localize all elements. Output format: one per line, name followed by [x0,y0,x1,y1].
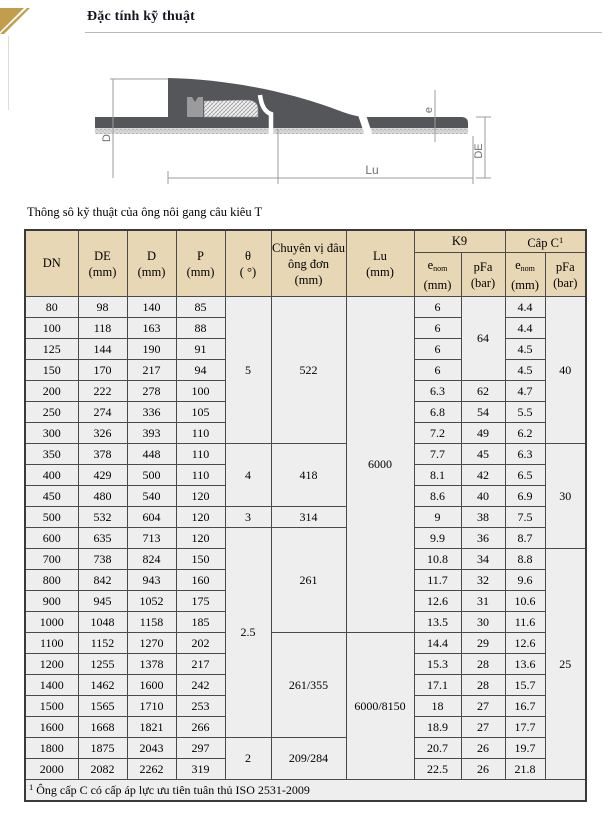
cell-p: 88 [176,318,225,339]
cell-d: 824 [127,549,176,570]
cell-enom-k9: 6.3 [414,381,461,402]
table-footnote: $^1$ Ông cấp C có cấp áp lực ưu tiên tuân thủ ISO 2531-2009 [25,780,586,802]
cell-de: 326 [78,423,127,444]
cell-p: 100 [176,381,225,402]
cell-p: 150 [176,549,225,570]
cell-dn: 350 [25,444,78,465]
cell-de: 842 [78,570,127,591]
cell-enom-c: 11.6 [505,612,545,633]
cell-p: 120 [176,507,225,528]
cell-dn: 400 [25,465,78,486]
cell-pfa-k9: 64 [461,297,505,381]
cell-p: 202 [176,633,225,654]
cell-theta: 2 [225,738,271,780]
cell-theta: 5 [225,297,271,444]
group-header-cap-c: Câp $C^1$ [505,230,586,253]
cell-enom-c: 16.7 [505,696,545,717]
cell-pfa-k9: 32 [461,570,505,591]
cell-enom-k9: 6 [414,339,461,360]
col-header-de: DE (mm) [78,230,127,297]
cell-pfa-k9: 49 [461,423,505,444]
cell-p: 160 [176,570,225,591]
cell-d: 1378 [127,654,176,675]
cell-dn: 1500 [25,696,78,717]
cell-d: 943 [127,570,176,591]
dimension-label-e: e [423,106,435,114]
cell-enom-k9: 15.3 [414,654,461,675]
cell-enom-c: 9.6 [505,570,545,591]
cell-enom-k9: 22.5 [414,759,461,780]
cell-d: 1158 [127,612,176,633]
cell-enom-c: 6.5 [505,465,545,486]
cell-enom-k9: 9 [414,507,461,528]
cell-enom-c: 8.8 [505,549,545,570]
cell-d: 604 [127,507,176,528]
cell-theta: 2.5 [225,528,271,738]
cell-pfa-k9: 54 [461,402,505,423]
table-row [25,297,586,318]
dimension-label-d: D [101,134,113,142]
cell-de: 2082 [78,759,127,780]
cell-p: 297 [176,738,225,759]
dimension-label-lu: Lu [365,163,379,177]
gasket [204,100,258,117]
cell-de: 118 [78,318,127,339]
cell-de: 480 [78,486,127,507]
cell-p: 175 [176,591,225,612]
cell-pfa-k9: 28 [461,675,505,696]
cell-enom-k9: 18 [414,696,461,717]
cell-dn: 1100 [25,633,78,654]
cell-enom-c: 4.5 [505,360,545,381]
cell-enom-k9: 7.2 [414,423,461,444]
cell-enom-k9: 7.7 [414,444,461,465]
col-header-theta: θ ( °) [225,230,271,297]
cell-dn: 1200 [25,654,78,675]
cell-enom-k9: 6.8 [414,402,461,423]
cell-d: 713 [127,528,176,549]
cell-d: 500 [127,465,176,486]
cell-lu: 6000/8150 [346,633,414,780]
cell-pfa-c: 25 [545,549,586,780]
cell-pfa-k9: 27 [461,696,505,717]
table-row [25,507,586,528]
cell-de: 1668 [78,717,127,738]
cell-pfa-k9: 28 [461,654,505,675]
cell-de: 945 [78,591,127,612]
cell-displacement: 522 [271,297,346,444]
cell-dn: 450 [25,486,78,507]
group-header-k9: K9 [414,230,505,253]
cell-de: 1255 [78,654,127,675]
spec-table-body [25,297,586,780]
cell-theta: 3 [225,507,271,528]
cell-p: 319 [176,759,225,780]
cell-displacement: 261 [271,528,346,633]
cell-pfa-k9: 26 [461,738,505,759]
cell-dn: 250 [25,402,78,423]
cell-de: 429 [78,465,127,486]
cell-p: 91 [176,339,225,360]
cell-dn: 125 [25,339,78,360]
cell-dn: 1400 [25,675,78,696]
cell-dn: 1000 [25,612,78,633]
cell-d: 1710 [127,696,176,717]
cell-p: 94 [176,360,225,381]
cell-enom-k9: 18.9 [414,717,461,738]
cell-dn: 200 [25,381,78,402]
col-header-enom-k9: $e_{nom}$ (mm) [414,253,461,297]
cell-pfa-k9: 31 [461,591,505,612]
page-title: Đặc tính kỹ thuật [87,9,196,24]
cell-pfa-k9: 34 [461,549,505,570]
title-divider [85,32,602,33]
pipe-joint-diagram [0,55,609,205]
cell-enom-k9: 10.8 [414,549,461,570]
cell-enom-k9: 12.6 [414,591,461,612]
cell-d: 448 [127,444,176,465]
cell-enom-c: 19.7 [505,738,545,759]
brand-triangle-icon [0,0,40,40]
table-row [25,528,586,549]
cell-d: 2262 [127,759,176,780]
cell-d: 336 [127,402,176,423]
cell-dn: 600 [25,528,78,549]
cell-enom-k9: 11.7 [414,570,461,591]
cell-enom-c: 8.7 [505,528,545,549]
cell-dn: 1600 [25,717,78,738]
col-header-enom-c: $e_{nom}$ (mm) [505,253,545,297]
spec-table [24,229,587,802]
cell-enom-k9: 8.1 [414,465,461,486]
col-header-d: D (mm) [127,230,176,297]
cell-dn: 500 [25,507,78,528]
cell-enom-c: 7.5 [505,507,545,528]
cell-enom-k9: 17.1 [414,675,461,696]
cell-de: 738 [78,549,127,570]
cell-enom-k9: 6 [414,360,461,381]
cell-d: 140 [127,297,176,318]
cell-displacement: 261/355 [271,633,346,738]
cell-d: 278 [127,381,176,402]
cell-d: 2043 [127,738,176,759]
cell-d: 1270 [127,633,176,654]
cell-p: 110 [176,423,225,444]
col-header-lu: Lu (mm) [346,230,414,297]
cell-dn: 2000 [25,759,78,780]
cell-de: 378 [78,444,127,465]
cell-dn: 700 [25,549,78,570]
cell-enom-c: 5.5 [505,402,545,423]
cell-pfa-k9: 30 [461,612,505,633]
cell-de: 1565 [78,696,127,717]
cell-de: 1462 [78,675,127,696]
cell-dn: 300 [25,423,78,444]
cell-p: 242 [176,675,225,696]
cell-d: 1052 [127,591,176,612]
cell-de: 144 [78,339,127,360]
cell-enom-c: 21.8 [505,759,545,780]
cell-pfa-c: 30 [545,444,586,549]
col-header-displacement: Chuyên vị đâu ông đơn (mm) [271,230,346,297]
cell-p: 110 [176,444,225,465]
cell-d: 540 [127,486,176,507]
cell-d: 163 [127,318,176,339]
cell-p: 217 [176,654,225,675]
cell-pfa-k9: 62 [461,381,505,402]
cell-displacement: 209/284 [271,738,346,780]
cell-pfa-k9: 27 [461,717,505,738]
cell-pfa-k9: 42 [461,465,505,486]
cell-pfa-k9: 45 [461,444,505,465]
cell-enom-k9: 6 [414,297,461,318]
cell-p: 105 [176,402,225,423]
cell-displacement: 314 [271,507,346,528]
cell-theta: 4 [225,444,271,507]
cell-dn: 1800 [25,738,78,759]
cell-pfa-k9: 38 [461,507,505,528]
cell-dn: 80 [25,297,78,318]
cell-enom-c: 6.2 [505,423,545,444]
cell-d: 217 [127,360,176,381]
cell-d: 1821 [127,717,176,738]
cell-p: 253 [176,696,225,717]
cell-enom-k9: 14.4 [414,633,461,654]
cell-pfa-k9: 40 [461,486,505,507]
cell-enom-k9: 9.9 [414,528,461,549]
cell-enom-k9: 20.7 [414,738,461,759]
cell-enom-c: 10.6 [505,591,545,612]
col-header-p: P (mm) [176,230,225,297]
cell-enom-k9: 13.5 [414,612,461,633]
cell-enom-c: 13.6 [505,654,545,675]
cell-de: 170 [78,360,127,381]
cell-enom-c: 4.4 [505,318,545,339]
cell-d: 393 [127,423,176,444]
cell-enom-c: 17.7 [505,717,545,738]
cell-p: 266 [176,717,225,738]
col-header-pfa-k9: pFa (bar) [461,253,505,297]
cell-enom-c: 4.7 [505,381,545,402]
cell-p: 120 [176,528,225,549]
cell-displacement: 418 [271,444,346,507]
cell-de: 1875 [78,738,127,759]
cell-pfa-k9: 29 [461,633,505,654]
cell-pfa-k9: 26 [461,759,505,780]
cell-enom-c: 15.7 [505,675,545,696]
cell-de: 635 [78,528,127,549]
table-row [25,738,586,759]
col-header-pfa-c: pFa (bar) [545,253,586,297]
dimension-label-de: DE [473,143,485,159]
pipe-lining [95,128,468,134]
cell-p: 85 [176,297,225,318]
cell-enom-c: 6.3 [505,444,545,465]
cell-pfa-c: 40 [545,297,586,444]
cell-de: 1048 [78,612,127,633]
table-row [25,633,586,654]
cell-enom-c: 4.5 [505,339,545,360]
cell-p: 120 [176,486,225,507]
table-row [25,444,586,465]
cell-dn: 150 [25,360,78,381]
cell-enom-k9: 6 [414,318,461,339]
col-header-dn: DN [25,230,78,297]
cell-dn: 800 [25,570,78,591]
cell-de: 532 [78,507,127,528]
cell-de: 98 [78,297,127,318]
cell-dn: 100 [25,318,78,339]
table-caption: Thông sô kỹ thuật của ông nôi gang câu kiêu T [27,205,263,219]
cell-de: 1152 [78,633,127,654]
cell-pfa-k9: 36 [461,528,505,549]
cell-enom-k9: 8.6 [414,486,461,507]
cell-d: 190 [127,339,176,360]
cell-dn: 900 [25,591,78,612]
cell-p: 185 [176,612,225,633]
cell-de: 274 [78,402,127,423]
cell-de: 222 [78,381,127,402]
cell-enom-c: 12.6 [505,633,545,654]
cell-p: 110 [176,465,225,486]
cell-d: 1600 [127,675,176,696]
cell-lu: 6000 [346,297,414,633]
cell-enom-c: 4.4 [505,297,545,318]
cell-enom-c: 6.9 [505,486,545,507]
